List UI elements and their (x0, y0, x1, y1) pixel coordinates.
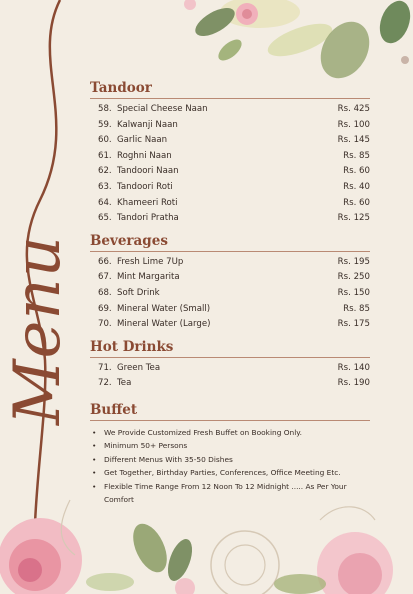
buffet-point: • We Provide Customized Fresh Buffet on Booking Only. (90, 426, 370, 439)
buffet-point: • Flexible Time Range From 12 Noon To 12 Midnight ..... As Per Your Comfort (90, 480, 370, 507)
item-name: Tandori Pratha (117, 213, 179, 224)
section-title-buffet: Buffet (90, 402, 370, 421)
item-price: Rs. 250 (337, 272, 370, 283)
item-name: Soft Drink (117, 287, 160, 298)
item-price: Rs. 195 (337, 256, 370, 267)
buffet-points (90, 426, 370, 506)
item-number: 67. (98, 272, 112, 283)
item-name: Kalwanji Naan (117, 119, 178, 130)
item-price: Rs. 175 (337, 319, 370, 330)
item-price: Rs. 100 (337, 119, 370, 130)
menu-item (90, 164, 370, 180)
menu-item (90, 286, 370, 302)
menu-item (90, 180, 370, 196)
menu-item (90, 255, 370, 271)
section-title-beverages: Beverages (90, 233, 370, 252)
section-title-tandoor: Tandoor (90, 80, 370, 99)
item-name: Tea (117, 378, 132, 389)
buffet-point: • Minimum 50+ Persons (90, 439, 370, 452)
top-right-flowers (184, 0, 413, 87)
section-buffet (90, 402, 370, 506)
item-number: 71. (98, 362, 112, 373)
item-price: Rs. 60 (343, 166, 370, 177)
item-number: 72. (98, 378, 112, 389)
item-number: 64. (98, 197, 112, 208)
item-price: Rs. 425 (337, 104, 370, 114)
menu-item (90, 361, 370, 377)
buffet-point: • Different Menus With 35-50 Dishes (90, 453, 370, 466)
item-price: Rs. 125 (337, 213, 370, 224)
menu-item (90, 118, 370, 134)
menu-item (90, 133, 370, 149)
item-price: Rs. 190 (337, 378, 370, 389)
hot-drinks-items (90, 361, 370, 392)
tandoor-items (90, 102, 370, 227)
item-name: Special Cheese Naan (117, 104, 208, 114)
section-hot-drinks (90, 339, 370, 392)
beverages-items (90, 255, 370, 333)
section-beverages (90, 233, 370, 333)
menu-script-title: Menu (1, 235, 75, 425)
item-name: Roghni Naan (117, 150, 172, 161)
item-name: Mint Margarita (117, 272, 180, 283)
item-name: Fresh Lime 7Up (117, 256, 184, 267)
bottom-flowers (0, 500, 393, 594)
menu-item (90, 211, 370, 227)
menu-content (90, 80, 370, 506)
item-number: 61. (98, 150, 112, 161)
item-name: Green Tea (117, 362, 161, 373)
item-number: 58. (98, 104, 112, 114)
section-tandoor (90, 80, 370, 227)
item-name: Mineral Water (Large) (117, 319, 211, 330)
item-name: Tandoori Naan (117, 166, 179, 177)
item-number: 59. (98, 119, 112, 130)
item-number: 62. (98, 166, 112, 177)
item-price: Rs. 85 (343, 303, 370, 314)
menu-item (90, 196, 370, 212)
item-number: 60. (98, 135, 112, 146)
menu-item (90, 270, 370, 286)
item-price: Rs. 60 (343, 197, 370, 208)
item-number: 63. (98, 181, 112, 192)
item-price: Rs. 150 (337, 287, 370, 298)
item-name: Tandoori Roti (117, 181, 173, 192)
item-name: Garlic Naan (117, 135, 168, 146)
item-number: 66. (98, 256, 112, 267)
item-name: Khameeri Roti (117, 197, 178, 208)
section-title-hot-drinks: Hot Drinks (90, 339, 370, 358)
menu-item (90, 302, 370, 318)
item-name: Mineral Water (Small) (117, 303, 211, 314)
item-number: 70. (98, 319, 112, 330)
item-number: 68. (98, 287, 112, 298)
item-price: Rs. 140 (337, 362, 370, 373)
item-price: Rs. 85 (343, 150, 370, 161)
menu-item (90, 376, 370, 392)
menu-item (90, 317, 370, 333)
item-price: Rs. 145 (337, 135, 370, 146)
item-number: 65. (98, 213, 112, 224)
menu-item (90, 149, 370, 165)
menu-item (90, 102, 370, 118)
item-price: Rs. 40 (343, 181, 370, 192)
item-number: 69. (98, 303, 112, 314)
buffet-point: • Get Together, Birthday Parties, Conferences, Office Meeting Etc. (90, 466, 370, 479)
